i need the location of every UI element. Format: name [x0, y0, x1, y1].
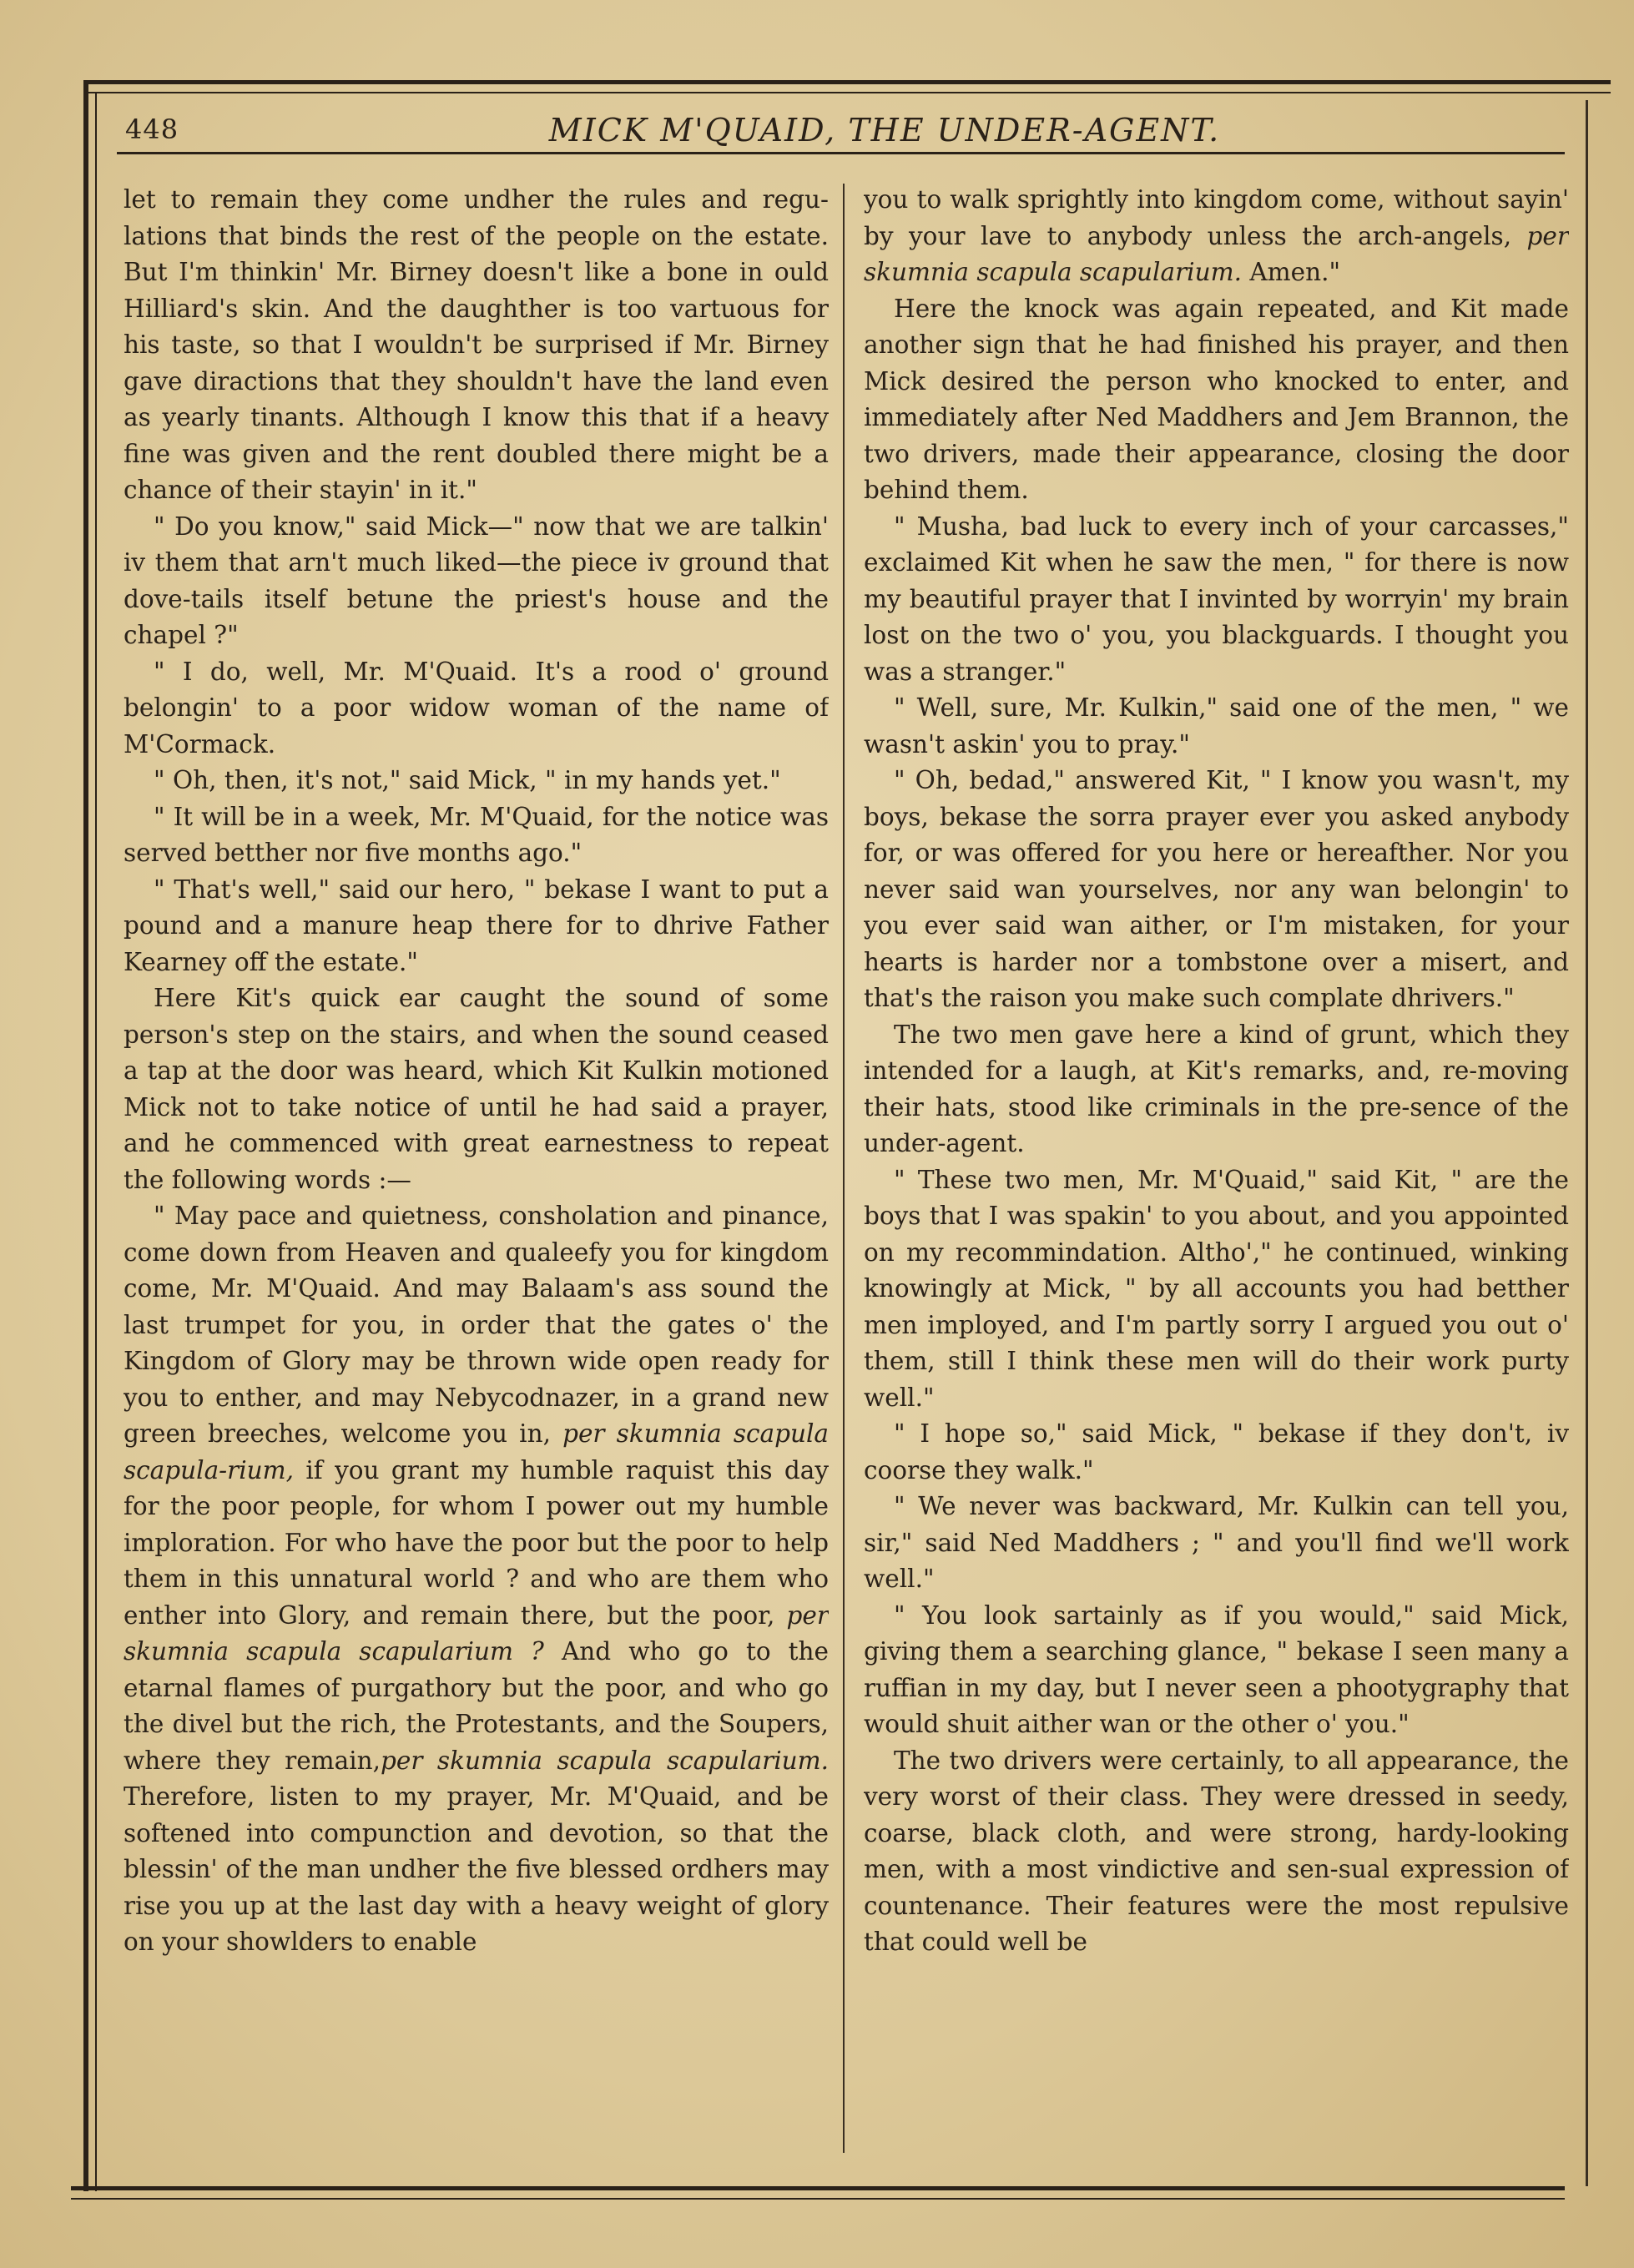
left-border-thin-rule [95, 92, 97, 2191]
running-title: MICK M'QUAID, THE UNDER-AGENT. [548, 112, 1221, 149]
paragraph: Here the knock was again repeated, and Kit made another sign that he had finished his prayer, and then Mick desired the person who knocked to enter, and immediately after Ned Maddhers and Jem Brannon, the two drivers, made their appearance, closing the door behind them. [864, 294, 1569, 504]
paragraph: " It will be in a week, Mr. M'Quaid, for the notice was served betther nor five months ago." [124, 802, 829, 867]
bottom-double-rule [71, 2186, 1565, 2190]
paragraph [864, 182, 1569, 291]
latin-phrase: per skumnia scapula scapula-rium, [124, 1419, 829, 1484]
paragraph: " Oh, then, it's not," said Mick, " in my hands yet." [154, 766, 781, 794]
latin-phrase: per skumnia scapula scapularium. [864, 221, 1569, 286]
paragraph: Here Kit's quick ear caught the sound of some person's step on the stairs, and when the sound ceased a tap at the door was heard, which Kit Kulkin motioned Mick not to take notice of until he had said a prayer, and he commenced with great earnestness to repeat the following words :— [124, 984, 829, 1194]
top-double-rule [83, 80, 1611, 84]
paragraph: " Well, sure, Mr. Kulkin," said one of the men, " we wasn't askin' you to pray." [864, 693, 1569, 759]
paragraph: " Do you know," said Mick—" now that we are talkin' iv them that arn't much liked—the piece iv ground that dove-tails itself betune the priest's house and the chapel ?" [124, 512, 829, 649]
top-thin-rule [83, 92, 1611, 93]
paragraph: The two men gave here a kind of grunt, which they intended for a laugh, at Kit's remarks, and, re-moving their hats, stood like criminals in the pre-sence of the under-agent. [864, 1020, 1569, 1157]
paragraph: " You look sartainly as if you would," said Mick, giving them a searching glance, " bekase I seen many a ruffian in my day, but I never seen a phootygraphy that would shuit aither wan or the other o' you." [864, 1600, 1569, 1738]
paragraph: " We never was backward, Mr. Kulkin can tell you, sir," said Ned Maddhers ; " and you'll find we'll work well." [864, 1492, 1569, 1593]
header-rule [117, 152, 1565, 154]
right-column [864, 182, 1569, 2168]
paragraph: let to remain they come undher the rules and regu-lations that binds the rest of the people on the estate. But I'm thinkin' Mr. Birney doesn't like a bone in ould Hilliard's skin. And the daughther is too vartuous for his taste, so that I wouldn't be surprised if Mr. Birney gave diractions that they shouldn't have the land even as yearly tinants. Although I know this that if a heavy fine was given and the rent doubled there might be a chance of their stayin' in it." [124, 185, 829, 504]
text-run: Therefore, listen to my prayer, Mr. M'Quaid, and be softened into compunction and devotion, so that the blessin' of the man undher the five blessed ordhers may rise you up at the last day with a heavy weight of glory on your showlders to enable [124, 1782, 829, 1956]
right-border-rule [1586, 100, 1588, 2186]
text-run: if you grant my humble raquist this day for the poor people, for whom I power out my humble imploration. For who have the poor but the poor to help them in this unnatural world ? and who are them who enther into Glory, and remain there, but the poor, [124, 1455, 829, 1630]
paragraph [124, 1198, 829, 1961]
paragraph: " Oh, bedad," answered Kit, " I know you wasn't, my boys, bekase the sorra prayer ever you asked anybody for, or was offered for you here or hereafther. Nor you never said wan yourselves, nor any wan belongin' to you ever said wan aither, or I'm mistaken, for your hearts is harder nor a tombstone over a misert, and that's the raison you make such complate dhrivers." [864, 766, 1569, 1012]
paragraph: " I do, well, Mr. M'Quaid. It's a rood o' ground belongin' to a poor widow woman of the name of M'Cormack. [124, 657, 829, 759]
text-run: you to walk sprightly into kingdom come, without sayin' by your lave to anybody unless the arch-angels, [864, 185, 1569, 250]
paragraph: " That's well," said our hero, " bekase I want to put a pound and a manure heap there for to dhrive Father Kearney off the estate." [124, 874, 829, 976]
text-run: And who go to the etarnal flames of purgathory but the poor, and who go the divel but the rich, the Protestants, and the Soupers, where they remain, [124, 1637, 829, 1775]
paragraph: " I hope so," said Mick, " bekase if they don't, iv coorse they walk." [864, 1419, 1569, 1484]
bottom-thin-rule [71, 2198, 1565, 2200]
paragraph: The two drivers were certainly, to all appearance, the very worst of their class. They were dressed in seedy, coarse, black cloth, and were strong, hardy-looking men, with a most vindictive and sen-sual expression of countenance. Their features were the most repulsive that could well be [864, 1746, 1569, 1956]
column-divider [843, 184, 845, 2153]
text-run: " May pace and quietness, consholation and pinance, come down from Heaven and qualeefy you for kingdom come, Mr. M'Quaid. And may Balaam's ass sound the last trumpet for you, in order that the gates o' the Kingdom of Glory may be thrown wide open ready for you to enther, and may Nebycodnazer, in a grand new green breeches, welcome you in, [124, 1202, 829, 1448]
paragraph: " These two men, Mr. M'Quaid," said Kit, " are the boys that I was spakin' to you about, and you appointed on my recommindation. Altho'," he continued, winking knowingly at Mick, " by all accounts you had betther men imployed, and I'm partly sorry I argued you out o' them, still I think these men will do their work purty well." [864, 1165, 1569, 1412]
left-column [124, 182, 829, 2168]
latin-phrase: per skumnia scapula scapularium. [381, 1746, 829, 1775]
paragraph: " Musha, bad luck to every inch of your carcasses," exclaimed Kit when he saw the men, " for there is now my beautiful prayer that I invinted by worryin' my brain lost on the two o' you, you blackguards. I thought you was a stranger." [864, 512, 1569, 686]
text-run: Amen." [1249, 258, 1341, 286]
latin-phrase: per skumnia scapula scapularium ? [124, 1600, 829, 1666]
left-border-rule [83, 80, 88, 2191]
page-number: 448 [125, 113, 179, 145]
